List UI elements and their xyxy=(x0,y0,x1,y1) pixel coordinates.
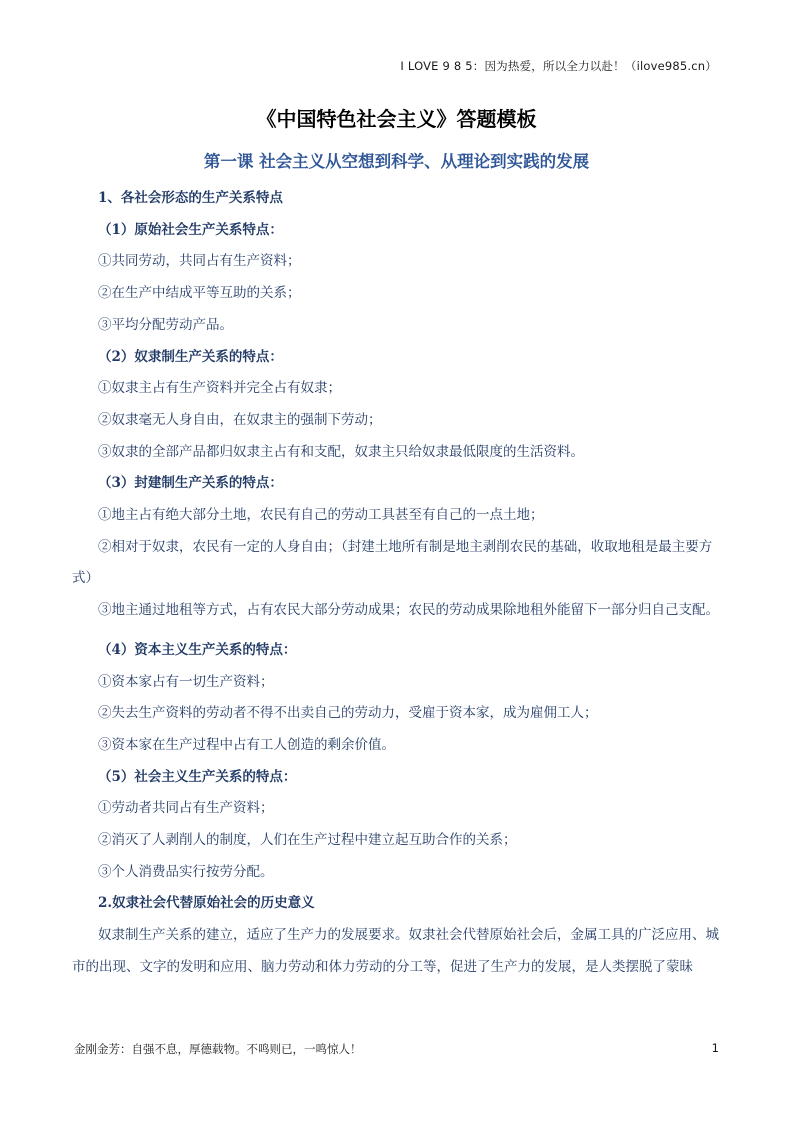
list-item: ②相对于奴隶，农民有一定的人身自由；（封建土地所有制是地主剥削农民的基础，收取地租是最主要方式） xyxy=(72,538,713,587)
subsection-heading: （4）资本主义生产关系的特点： xyxy=(98,641,297,658)
list-item: ③奴隶的全部产品都归奴隶主占有和支配，奴隶主只给奴隶最低限度的生活资料。 xyxy=(98,443,584,460)
list-item: ①劳动者共同占有生产资料； xyxy=(98,800,274,817)
subsection-heading: （2）奴隶制生产关系的特点： xyxy=(98,348,283,365)
page-number: 1 xyxy=(711,1041,719,1055)
list-item: ③资本家在生产过程中占有工人创造的剩余价值。 xyxy=(98,736,395,753)
list-item: ②在生产中结成平等互助的关系； xyxy=(98,285,301,302)
list-item: ③平均分配劳动产品。 xyxy=(98,316,233,333)
section-heading: 1、各社会形态的生产关系特点 xyxy=(98,190,283,206)
list-item: ①共同劳动，共同占有生产资料； xyxy=(98,253,301,270)
list-item: ③地主通过地租等方式，占有农民大部分劳动成果；农民的劳动成果除地租外能留下一部分归自己支配。 xyxy=(98,602,719,619)
section-heading: 2.奴隶社会代替原始社会的历史意义 xyxy=(98,895,315,912)
list-item: ①地主占有绝大部分土地，农民有自己的劳动工具甚至有自己的一点土地； xyxy=(98,507,544,524)
document-body xyxy=(72,183,722,984)
list-item: ②失去生产资料的劳动者不得不出卖自己的劳动力，受雇于资本家，成为雇佣工人； xyxy=(98,705,598,722)
list-item: ③个人消费品实行按劳分配。 xyxy=(98,863,274,880)
subsection-heading: （5）社会主义生产关系的特点： xyxy=(98,768,297,785)
list-item: ①奴隶主占有生产资料并完全占有奴隶； xyxy=(98,380,341,397)
list-item: ②消灭了人剥削人的制度，人们在生产过程中建立起互助合作的关系； xyxy=(98,832,517,849)
document-title: 《中国特色社会主义》答题模板 xyxy=(256,107,537,131)
paragraph: 奴隶制生产关系的建立，适应了生产力的发展要求。奴隶社会代替原始社会后，金属工具的广泛应用、城市的出现、文字的发明和应用、脑力劳动和体力劳动的分工等，促进了生产力的发展，是人类摆脱了蒙昧 xyxy=(72,927,719,975)
footer-motto: 金刚金芳：自强不息，厚德载物。不鸣则已，一鸣惊人！ xyxy=(74,1042,362,1056)
subsection-heading: （1）原始社会生产关系特点： xyxy=(98,221,283,238)
list-item: ②奴隶毫无人身自由，在奴隶主的强制下劳动； xyxy=(98,411,382,428)
list-item: ①资本家占有一切生产资料； xyxy=(98,673,274,690)
lesson-title: 第一课 社会主义从空想到科学、从理论到实践的发展 xyxy=(203,152,590,171)
subsection-heading: （3）封建制生产关系的特点： xyxy=(98,475,283,492)
page-header: I LOVE 9 8 5：因为热爱，所以全力以赴！（ilove985.cn） xyxy=(400,59,717,73)
